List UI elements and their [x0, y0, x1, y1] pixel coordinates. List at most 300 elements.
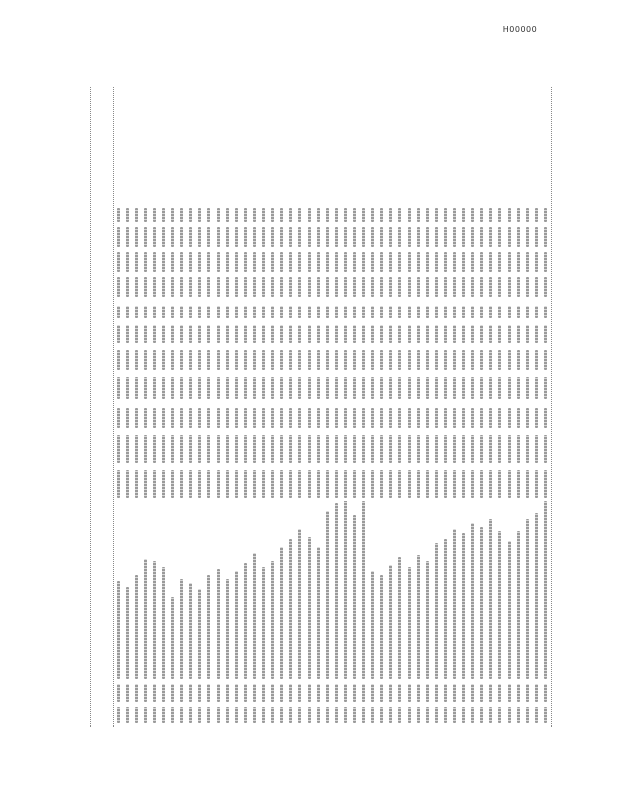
illegible-text-mark — [480, 350, 483, 370]
table-row — [287, 87, 296, 727]
illegible-text-mark — [453, 325, 456, 343]
table-cell — [325, 225, 331, 247]
table-cell — [243, 501, 249, 679]
illegible-text-mark — [153, 227, 156, 247]
table-cell — [134, 250, 140, 272]
illegible-text-mark — [198, 277, 201, 297]
table-cell — [143, 321, 149, 343]
illegible-text-mark — [435, 227, 438, 247]
illegible-text-mark — [371, 208, 374, 222]
table-cell — [170, 373, 176, 399]
illegible-text-mark — [489, 325, 492, 343]
illegible-text-mark — [335, 325, 338, 343]
table-cell — [261, 431, 267, 463]
table-cell — [161, 225, 167, 247]
illegible-text-mark — [353, 515, 356, 679]
table-cell — [188, 321, 194, 343]
illegible-text-mark — [153, 707, 156, 723]
illegible-text-mark — [144, 559, 147, 679]
table-cell — [116, 346, 122, 370]
illegible-text-mark — [162, 707, 165, 723]
illegible-text-mark — [153, 252, 156, 272]
table-cell — [379, 275, 385, 297]
illegible-text-mark — [153, 408, 156, 428]
illegible-text-mark — [244, 208, 247, 222]
illegible-text-mark — [489, 377, 492, 399]
illegible-text-mark — [517, 408, 520, 428]
table-cell — [325, 682, 331, 702]
illegible-text-mark — [189, 684, 192, 702]
table-cell — [134, 431, 140, 463]
illegible-text-mark — [189, 208, 192, 222]
illegible-text-mark — [262, 277, 265, 297]
illegible-text-mark — [462, 325, 465, 343]
illegible-text-mark — [298, 470, 301, 498]
table-cell — [452, 275, 458, 297]
table-cell — [170, 204, 176, 222]
illegible-text-mark — [271, 350, 274, 370]
table-grid — [90, 87, 552, 727]
illegible-text-mark — [226, 306, 229, 318]
illegible-text-mark — [508, 408, 511, 428]
table-cell — [361, 204, 367, 222]
table-row — [378, 87, 387, 727]
illegible-text-mark — [153, 208, 156, 222]
illegible-text-mark — [126, 227, 129, 247]
table-row — [405, 87, 414, 727]
illegible-text-mark — [444, 684, 447, 702]
illegible-text-mark — [253, 277, 256, 297]
illegible-text-mark — [426, 208, 429, 222]
table-cell — [270, 300, 276, 318]
illegible-text-mark — [280, 306, 283, 318]
table-cell — [407, 225, 413, 247]
illegible-text-mark — [389, 435, 392, 463]
table-cell — [243, 373, 249, 399]
illegible-text-mark — [162, 470, 165, 498]
table-cell — [543, 321, 549, 343]
illegible-text-mark — [253, 350, 256, 370]
illegible-text-mark — [444, 470, 447, 498]
table-cell — [397, 250, 403, 272]
illegible-text-mark — [298, 529, 301, 679]
illegible-text-mark — [344, 377, 347, 399]
illegible-text-mark — [171, 252, 174, 272]
illegible-text-mark — [162, 208, 165, 222]
table-cell — [343, 373, 349, 399]
table-cell — [488, 682, 494, 702]
illegible-text-mark — [498, 707, 501, 723]
illegible-text-mark — [207, 684, 210, 702]
table-cell — [443, 682, 449, 702]
table-cell — [234, 204, 240, 222]
illegible-text-mark — [253, 408, 256, 428]
table-cell — [279, 225, 285, 247]
illegible-text-mark — [426, 684, 429, 702]
table-cell — [407, 705, 413, 723]
table-cell — [161, 431, 167, 463]
illegible-text-mark — [117, 581, 120, 679]
illegible-text-mark — [289, 408, 292, 428]
illegible-text-mark — [471, 208, 474, 222]
table-cell — [206, 682, 212, 702]
illegible-text-mark — [262, 408, 265, 428]
illegible-text-mark — [189, 470, 192, 498]
table-cell — [416, 300, 422, 318]
illegible-text-mark — [371, 306, 374, 318]
illegible-text-mark — [171, 306, 174, 318]
illegible-text-mark — [489, 306, 492, 318]
illegible-text-mark — [280, 252, 283, 272]
illegible-text-mark — [480, 252, 483, 272]
table-cell — [297, 466, 303, 498]
table-cell — [361, 346, 367, 370]
table-cell — [425, 373, 431, 399]
table-cell — [307, 705, 313, 723]
illegible-text-mark — [389, 408, 392, 428]
table-cell — [307, 402, 313, 428]
table-row — [478, 87, 487, 727]
table-row — [250, 87, 259, 727]
illegible-text-mark — [426, 435, 429, 463]
table-cell — [188, 501, 194, 679]
illegible-text-mark — [371, 684, 374, 702]
illegible-text-mark — [353, 277, 356, 297]
illegible-text-mark — [517, 208, 520, 222]
illegible-text-mark — [435, 470, 438, 498]
illegible-text-mark — [253, 252, 256, 272]
illegible-text-mark — [217, 707, 220, 723]
table-cell — [325, 321, 331, 343]
illegible-text-mark — [380, 208, 383, 222]
illegible-text-mark — [298, 208, 301, 222]
illegible-text-mark — [244, 350, 247, 370]
illegible-text-mark — [471, 435, 474, 463]
illegible-text-mark — [207, 325, 210, 343]
illegible-text-mark — [180, 408, 183, 428]
table-cell — [234, 321, 240, 343]
illegible-text-mark — [408, 470, 411, 498]
illegible-text-mark — [526, 350, 529, 370]
illegible-text-mark — [453, 707, 456, 723]
illegible-text-mark — [308, 252, 311, 272]
table-cell — [343, 501, 349, 679]
table-cell — [307, 275, 313, 297]
illegible-text-mark — [489, 277, 492, 297]
illegible-text-mark — [480, 408, 483, 428]
table-cell — [152, 682, 158, 702]
illegible-text-mark — [308, 208, 311, 222]
table-cell — [461, 402, 467, 428]
illegible-text-mark — [317, 707, 320, 723]
table-cell — [170, 250, 176, 272]
illegible-text-mark — [517, 377, 520, 399]
illegible-text-mark — [135, 350, 138, 370]
table-cell — [488, 501, 494, 679]
table-cell — [325, 346, 331, 370]
table-cell — [452, 250, 458, 272]
table-cell — [234, 250, 240, 272]
table-cell — [261, 346, 267, 370]
illegible-text-mark — [417, 555, 420, 679]
table-cell — [152, 402, 158, 428]
illegible-text-mark — [117, 227, 120, 247]
illegible-text-mark — [153, 377, 156, 399]
illegible-text-mark — [417, 325, 420, 343]
illegible-text-mark — [362, 306, 365, 318]
table-cell — [525, 501, 531, 679]
illegible-text-mark — [353, 377, 356, 399]
illegible-text-mark — [271, 435, 274, 463]
illegible-text-mark — [362, 408, 365, 428]
table-cell — [252, 682, 258, 702]
illegible-text-mark — [498, 531, 501, 679]
table-cell — [288, 705, 294, 723]
illegible-text-mark — [326, 208, 329, 222]
table-cell — [352, 466, 358, 498]
table-cell — [461, 346, 467, 370]
table-cell — [143, 402, 149, 428]
table-cell — [334, 466, 340, 498]
table-row — [169, 87, 178, 727]
illegible-text-mark — [235, 684, 238, 702]
illegible-text-mark — [171, 707, 174, 723]
table-cell — [388, 466, 394, 498]
illegible-text-mark — [462, 707, 465, 723]
table-cell — [416, 466, 422, 498]
illegible-text-mark — [444, 707, 447, 723]
table-cell — [325, 466, 331, 498]
illegible-text-mark — [317, 408, 320, 428]
illegible-text-mark — [471, 325, 474, 343]
rotated-data-table — [74, 87, 544, 727]
table-cell — [507, 275, 513, 297]
table-cell — [225, 346, 231, 370]
illegible-text-mark — [308, 684, 311, 702]
illegible-text-mark — [517, 252, 520, 272]
table-cell — [279, 402, 285, 428]
illegible-text-mark — [171, 470, 174, 498]
illegible-text-mark — [498, 684, 501, 702]
table-cell — [470, 346, 476, 370]
table-cell — [452, 204, 458, 222]
illegible-text-mark — [362, 325, 365, 343]
table-cell — [488, 321, 494, 343]
illegible-text-mark — [289, 684, 292, 702]
illegible-text-mark — [489, 470, 492, 498]
illegible-text-mark — [326, 408, 329, 428]
table-cell — [252, 250, 258, 272]
table-cell — [152, 373, 158, 399]
table-cell — [488, 373, 494, 399]
illegible-text-mark — [144, 707, 147, 723]
illegible-text-mark — [280, 350, 283, 370]
table-cell — [470, 373, 476, 399]
table-cell — [543, 275, 549, 297]
table-cell — [488, 225, 494, 247]
illegible-text-mark — [280, 435, 283, 463]
table-cell — [534, 346, 540, 370]
table-cell — [516, 250, 522, 272]
illegible-text-mark — [326, 707, 329, 723]
illegible-text-mark — [326, 277, 329, 297]
illegible-text-mark — [508, 277, 511, 297]
illegible-text-mark — [335, 350, 338, 370]
table-cell — [507, 466, 513, 498]
table-cell — [279, 204, 285, 222]
table-row — [360, 87, 369, 727]
table-cell — [243, 225, 249, 247]
table-cell — [507, 705, 513, 723]
table-cell — [397, 501, 403, 679]
table-cell — [197, 466, 203, 498]
table-cell — [134, 402, 140, 428]
table-cell — [379, 346, 385, 370]
illegible-text-mark — [117, 277, 120, 297]
illegible-text-mark — [353, 435, 356, 463]
table-cell — [197, 431, 203, 463]
illegible-text-mark — [417, 227, 420, 247]
illegible-text-mark — [508, 377, 511, 399]
illegible-text-mark — [362, 227, 365, 247]
illegible-text-mark — [444, 325, 447, 343]
table-cell — [525, 250, 531, 272]
table-cell — [325, 431, 331, 463]
table-cell — [479, 250, 485, 272]
illegible-text-mark — [544, 277, 547, 297]
illegible-text-mark — [244, 325, 247, 343]
illegible-text-mark — [389, 277, 392, 297]
illegible-text-mark — [508, 541, 511, 679]
illegible-text-mark — [207, 470, 210, 498]
illegible-text-mark — [180, 579, 183, 679]
illegible-text-mark — [198, 408, 201, 428]
table-cell — [307, 346, 313, 370]
illegible-text-mark — [271, 306, 274, 318]
illegible-text-mark — [135, 252, 138, 272]
table-row — [469, 87, 478, 727]
illegible-text-mark — [471, 227, 474, 247]
illegible-text-mark — [517, 470, 520, 498]
table-cell — [316, 225, 322, 247]
table-cell — [307, 466, 313, 498]
illegible-text-mark — [471, 470, 474, 498]
table-cell — [261, 682, 267, 702]
illegible-text-mark — [162, 684, 165, 702]
table-cell — [188, 431, 194, 463]
illegible-text-mark — [198, 707, 201, 723]
illegible-text-mark — [262, 435, 265, 463]
illegible-text-mark — [435, 543, 438, 679]
table-cell — [307, 204, 313, 222]
table-cell — [234, 501, 240, 679]
table-cell — [470, 225, 476, 247]
illegible-text-mark — [417, 408, 420, 428]
table-cell — [488, 275, 494, 297]
illegible-text-mark — [335, 408, 338, 428]
table-cell — [370, 321, 376, 343]
table-cell — [461, 275, 467, 297]
table-cell — [225, 300, 231, 318]
table-cell — [388, 275, 394, 297]
illegible-text-mark — [453, 252, 456, 272]
table-cell — [288, 501, 294, 679]
table-row — [441, 87, 450, 727]
table-cell — [461, 225, 467, 247]
illegible-text-mark — [162, 227, 165, 247]
table-cell — [325, 373, 331, 399]
illegible-text-mark — [280, 408, 283, 428]
table-row — [350, 87, 359, 727]
table-cell — [197, 321, 203, 343]
illegible-text-mark — [544, 501, 547, 679]
table-cell — [434, 275, 440, 297]
table-cell — [170, 431, 176, 463]
illegible-text-mark — [498, 208, 501, 222]
table-cell — [197, 225, 203, 247]
illegible-text-mark — [144, 277, 147, 297]
illegible-text-mark — [526, 707, 529, 723]
illegible-text-mark — [508, 435, 511, 463]
illegible-text-mark — [335, 306, 338, 318]
illegible-text-mark — [244, 435, 247, 463]
table-cell — [343, 466, 349, 498]
illegible-text-mark — [462, 408, 465, 428]
illegible-text-mark — [308, 537, 311, 679]
illegible-text-mark — [371, 707, 374, 723]
table-cell — [143, 705, 149, 723]
illegible-text-mark — [262, 707, 265, 723]
illegible-text-mark — [308, 707, 311, 723]
illegible-text-mark — [417, 277, 420, 297]
table-cell — [416, 275, 422, 297]
illegible-text-mark — [135, 227, 138, 247]
table-cell — [488, 250, 494, 272]
illegible-text-mark — [380, 684, 383, 702]
table-cell — [179, 346, 185, 370]
illegible-text-mark — [198, 306, 201, 318]
table-cell — [161, 275, 167, 297]
illegible-text-mark — [235, 408, 238, 428]
illegible-text-mark — [398, 350, 401, 370]
table-cell — [370, 250, 376, 272]
table-cell — [497, 204, 503, 222]
table-cell — [452, 466, 458, 498]
table-cell — [534, 275, 540, 297]
table-cell — [334, 321, 340, 343]
illegible-text-mark — [371, 277, 374, 297]
table-row — [532, 87, 541, 727]
illegible-text-mark — [435, 435, 438, 463]
table-cell — [316, 705, 322, 723]
illegible-text-mark — [262, 470, 265, 498]
illegible-text-mark — [171, 325, 174, 343]
table-cell — [352, 250, 358, 272]
table-cell — [507, 501, 513, 679]
table-cell — [206, 402, 212, 428]
illegible-text-mark — [271, 561, 274, 679]
illegible-text-mark — [462, 277, 465, 297]
table-cell — [152, 431, 158, 463]
table-cell — [288, 225, 294, 247]
table-cell — [461, 501, 467, 679]
illegible-text-mark — [480, 227, 483, 247]
table-cell — [243, 321, 249, 343]
table-cell — [488, 431, 494, 463]
table-cell — [188, 682, 194, 702]
illegible-text-mark — [517, 306, 520, 318]
table-cell — [370, 402, 376, 428]
